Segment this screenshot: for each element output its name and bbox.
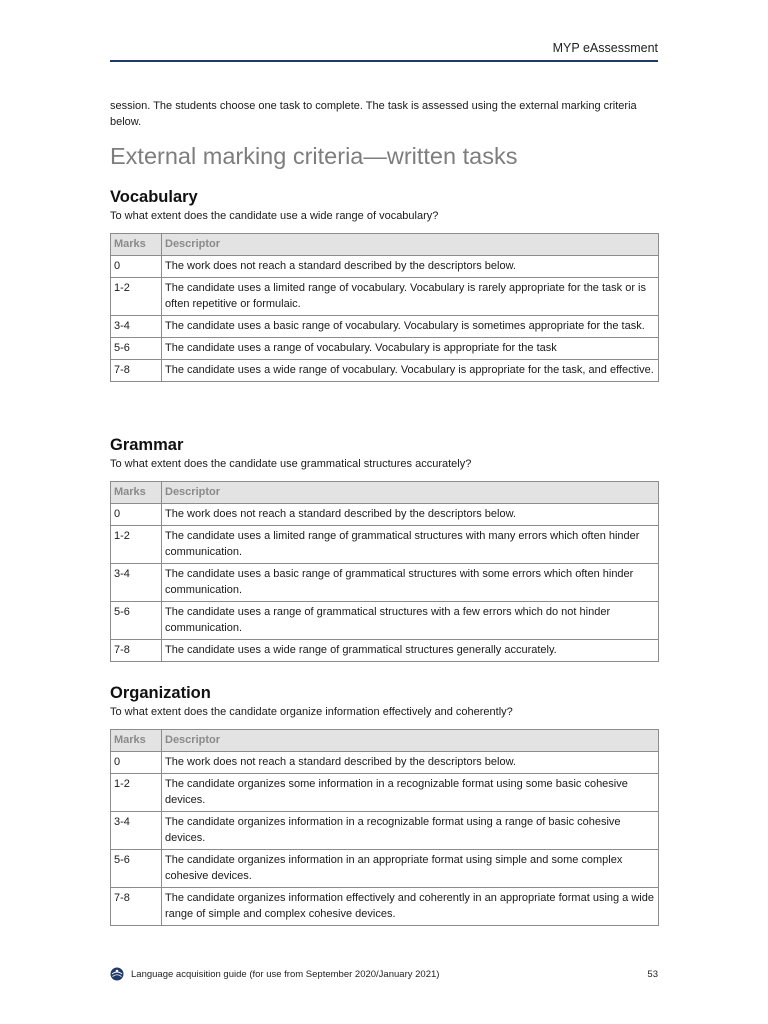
marks-cell: 0 (111, 504, 162, 526)
table-row (111, 774, 659, 812)
table-row (111, 256, 659, 278)
table-row (111, 526, 659, 564)
table-row (111, 888, 659, 926)
table-row (111, 812, 659, 850)
table-row (111, 278, 659, 316)
table-row (111, 602, 659, 640)
footer-title: Language acquisition guide (for use from September 2020/January 2021) (131, 969, 440, 980)
page-number: 53 (647, 969, 658, 980)
marks-cell: 7-8 (111, 640, 162, 662)
table-row (111, 640, 659, 662)
criterion-title: Vocabulary (110, 188, 198, 206)
descriptor-cell: The work does not reach a standard described by the descriptors below. (162, 504, 659, 526)
descriptor-cell: The candidate organizes some information in a recognizable format using some basic cohesive devices. (162, 774, 659, 812)
descriptor-cell: The candidate uses a basic range of vocabulary. Vocabulary is sometimes appropriate for the task. (162, 316, 659, 338)
criterion-question: To what extent does the candidate use a wide range of vocabulary? (110, 210, 439, 222)
ib-globe-logo-icon (110, 967, 124, 981)
intro-paragraph: session. The students choose one task to complete. The task is assessed using the external marking criteria below. (110, 100, 637, 128)
running-header: MYP eAssessment (552, 41, 658, 55)
criterion-title: Organization (110, 684, 211, 702)
marks-cell: 7-8 (111, 360, 162, 382)
marks-cell: 1-2 (111, 526, 162, 564)
descriptor-header: Descriptor (162, 234, 659, 256)
criterion-table (110, 233, 659, 382)
criterion-table (110, 729, 659, 926)
descriptor-cell: The candidate uses a basic range of grammatical structures with some errors which often hinder communication. (162, 564, 659, 602)
marks-cell: 1-2 (111, 278, 162, 316)
criterion-organization (110, 683, 658, 926)
descriptor-cell: The candidate uses a limited range of grammatical structures with many errors which often hinder communication. (162, 526, 659, 564)
marks-cell: 3-4 (111, 316, 162, 338)
marks-cell: 0 (111, 256, 162, 278)
criterion-question: To what extent does the candidate organize information effectively and coherently? (110, 706, 513, 718)
table-row (111, 850, 659, 888)
marks-cell: 5-6 (111, 338, 162, 360)
descriptor-cell: The candidate organizes information in a recognizable format using a range of basic cohesive devices. (162, 812, 659, 850)
table-row (111, 360, 659, 382)
descriptor-cell: The candidate uses a limited range of vocabulary. Vocabulary is rarely appropriate for the task or is often repetitive or formulaic. (162, 278, 659, 316)
descriptor-header: Descriptor (162, 482, 659, 504)
marks-cell: 5-6 (111, 850, 162, 888)
table-row (111, 316, 659, 338)
descriptor-cell: The candidate uses a wide range of grammatical structures generally accurately. (162, 640, 659, 662)
criterion-question: To what extent does the candidate use grammatical structures accurately? (110, 458, 472, 470)
criterion-table (110, 481, 659, 662)
criterion-grammar (110, 435, 658, 662)
header-rule (110, 60, 658, 62)
criterion-title: Grammar (110, 436, 184, 454)
descriptor-cell: The candidate uses a range of vocabulary. Vocabulary is appropriate for the task (162, 338, 659, 360)
table-row (111, 564, 659, 602)
marks-cell: 3-4 (111, 812, 162, 850)
table-row (111, 504, 659, 526)
descriptor-cell: The candidate uses a wide range of vocabulary. Vocabulary is appropriate for the task, and effective. (162, 360, 659, 382)
table-header-row (111, 482, 659, 504)
table-row (111, 338, 659, 360)
descriptor-cell: The candidate organizes information effectively and coherently in an appropriate format using a wide range of simple and complex cohesive devices. (162, 888, 659, 926)
descriptor-cell: The candidate organizes information in an appropriate format using simple and some complex cohesive devices. (162, 850, 659, 888)
marks-cell: 3-4 (111, 564, 162, 602)
section-title: External marking criteria—written tasks (110, 143, 518, 169)
marks-cell: 0 (111, 752, 162, 774)
criterion-vocabulary (110, 187, 658, 382)
table-header-row (111, 730, 659, 752)
descriptor-cell: The work does not reach a standard described by the descriptors below. (162, 752, 659, 774)
marks-header: Marks (111, 482, 162, 504)
marks-header: Marks (111, 730, 162, 752)
table-row (111, 752, 659, 774)
marks-cell: 5-6 (111, 602, 162, 640)
marks-header: Marks (111, 234, 162, 256)
table-header-row (111, 234, 659, 256)
descriptor-header: Descriptor (162, 730, 659, 752)
descriptor-cell: The candidate uses a range of grammatical structures with a few errors which do not hinder communication. (162, 602, 659, 640)
descriptor-cell: The work does not reach a standard described by the descriptors below. (162, 256, 659, 278)
marks-cell: 1-2 (111, 774, 162, 812)
marks-cell: 7-8 (111, 888, 162, 926)
